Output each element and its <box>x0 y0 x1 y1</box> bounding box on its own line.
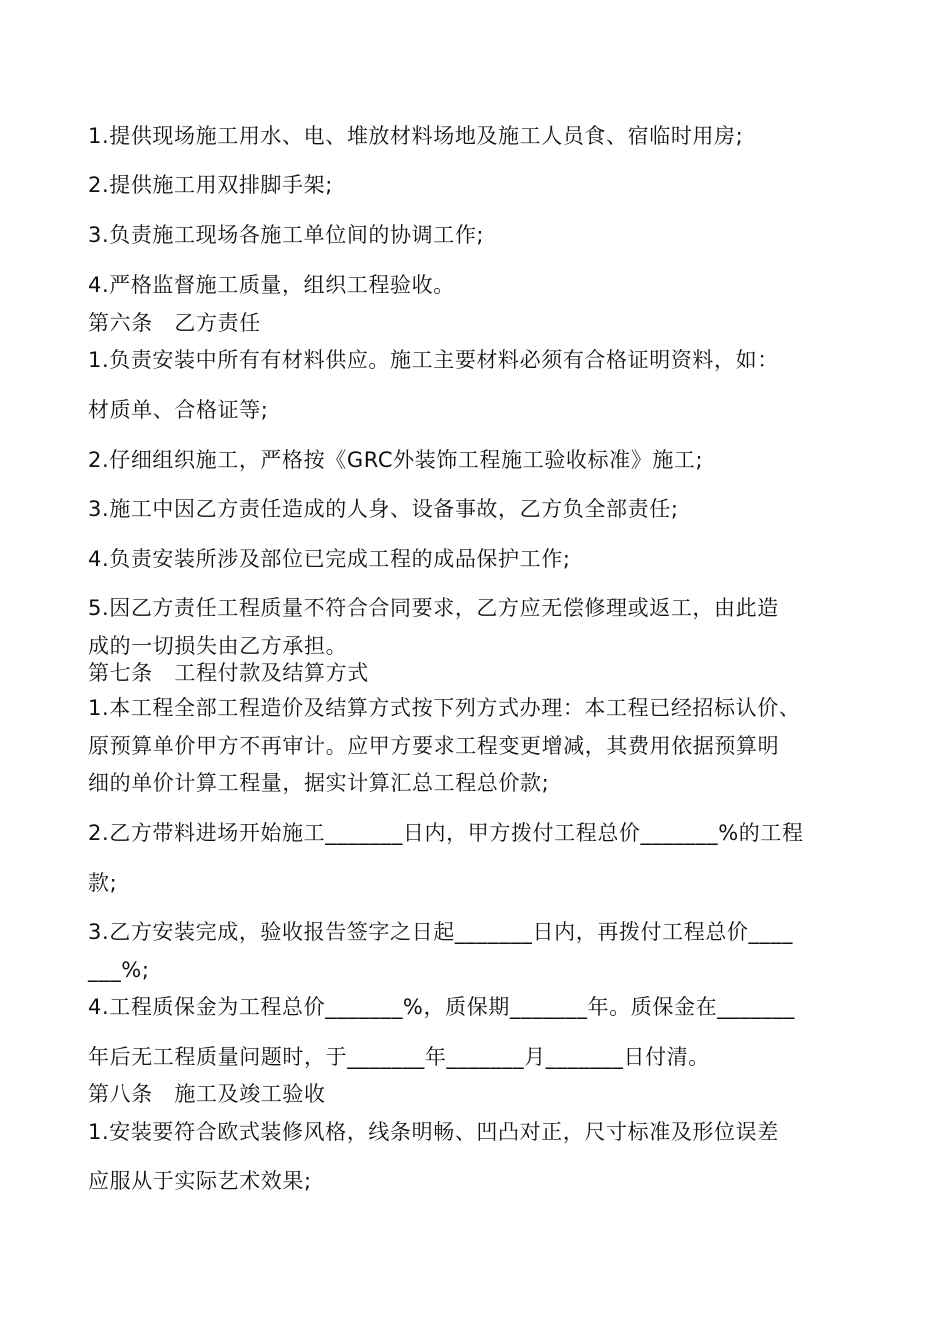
text-line: 应服从于实际艺术效果; <box>88 1169 312 1193</box>
text-line: 材质单、合格证等; <box>88 398 269 422</box>
text-line: 2.乙方带料进场开始施工_______日内，甲方拨付工程总价_______%的工程 <box>88 821 804 845</box>
text-line: 1.负责安装中所有有材料供应。施工主要材料必须有合格证明资料，如： <box>88 348 779 372</box>
text-line: 细的单价计算工程量，据实计算汇总工程总价款; <box>88 771 550 795</box>
text-line: 原预算单价甲方不再审计。应甲方要求工程变更增减，其费用依据预算明 <box>88 734 780 758</box>
text-line: 款; <box>88 871 118 895</box>
text-line: 4.负责安装所涉及部位已完成工程的成品保护工作; <box>88 547 571 571</box>
text-line: 1.提供现场施工用水、电、堆放材料场地及施工人员食、宿临时用房; <box>88 124 744 148</box>
text-line: 年后无工程质量问题时，于_______年_______月_______日付清。 <box>88 1045 710 1069</box>
text-line: 1.本工程全部工程造价及结算方式按下列方式办理：本工程已经招标认价、 <box>88 696 801 720</box>
text-line: 2.仔细组织施工，严格按《GRC外装饰工程施工验收标准》施工; <box>88 448 704 472</box>
text-line: 4.工程质保金为工程总价_______%，质保期_______年。质保金在_______ <box>88 995 795 1019</box>
text-line: 3.乙方安装完成，验收报告签字之日起_______日内，再拨付工程总价____ <box>88 920 793 944</box>
section-heading: 第六条 乙方责任 <box>88 311 261 335</box>
text-line: 4.严格监督施工质量，组织工程验收。 <box>88 273 455 297</box>
text-line: 5.因乙方责任工程质量不符合合同要求，乙方应无偿修理或返工，由此造 <box>88 596 779 620</box>
text-line: 成的一切损失由乙方承担。 <box>88 634 348 658</box>
text-line: ___%; <box>88 958 150 982</box>
section-heading: 第七条 工程付款及结算方式 <box>88 661 369 685</box>
text-line: 2.提供施工用双排脚手架; <box>88 173 333 197</box>
text-line: 3.负责施工现场各施工单位间的协调工作; <box>88 223 485 247</box>
text-line: 1.安装要符合欧式装修风格，线条明畅、凹凸对正，尺寸标准及形位误差 <box>88 1120 779 1144</box>
text-line: 3.施工中因乙方责任造成的人身、设备事故，乙方负全部责任; <box>88 497 679 521</box>
section-heading: 第八条 施工及竣工验收 <box>88 1082 326 1106</box>
